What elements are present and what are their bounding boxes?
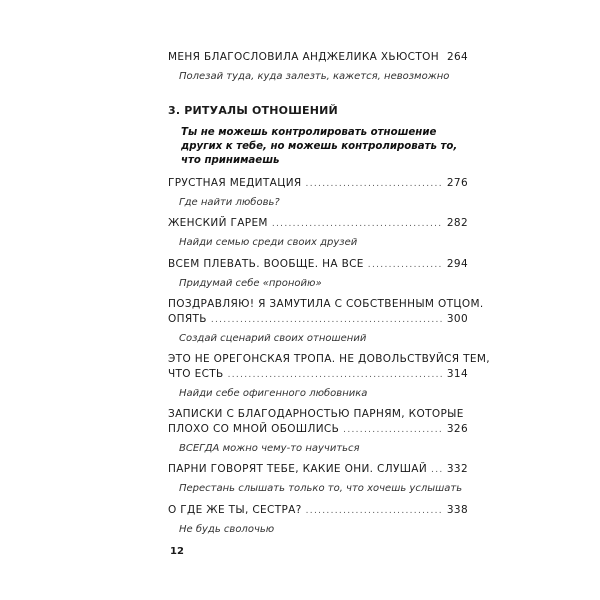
toc-entry-title: ГРУСТНАЯ МЕДИТАЦИЯ: [168, 177, 302, 189]
toc-entry-subtitle: Перестань слышать только то, что хочешь услышать: [179, 483, 463, 494]
toc-entry-title: ЗАПИСКИ С БЛАГОДАРНОСТЬЮ ПАРНЯМ, КОТОРЫЕ: [168, 408, 464, 420]
section-title: 3. РИТУАЛЫ ОТНОШЕНИЙ: [168, 104, 338, 117]
toc-entry-page: 282: [446, 217, 468, 229]
toc-entry-subtitle: Найди семью среди своих друзей: [179, 237, 358, 248]
toc-entry-title: ЖЕНСКИЙ ГАРЕМ: [168, 217, 268, 229]
epigraph-line: других к тебе, но можешь контролировать то,: [181, 141, 458, 152]
toc-entry-title: ЭТО НЕ ОРЕГОНСКАЯ ТРОПА. НЕ ДОВОЛЬСТВУЙСЯ ТЕМ,: [168, 353, 490, 365]
leader-dots: [211, 313, 443, 328]
toc-entry-title: ВСЕМ ПЛЕВАТЬ. ВООБЩЕ. НА ВСЕ: [168, 258, 364, 270]
toc-entry: [168, 216, 468, 249]
page-number: 12: [170, 546, 184, 557]
toc-entry-subtitle: Где найти любовь?: [179, 197, 280, 208]
toc-entry-title: МЕНЯ БЛАГОСЛОВИЛА АНДЖЕЛИКА ХЬЮСТОН: [168, 51, 439, 63]
leader-dots: [306, 177, 443, 192]
leader-dots: [368, 258, 443, 273]
leader-dots: [228, 368, 443, 383]
toc-entry: [168, 176, 468, 209]
toc-entry-page: 276: [446, 177, 468, 189]
toc-entry-subtitle: Найди себе офигенного любовника: [179, 388, 368, 399]
toc-entry: [168, 257, 468, 290]
toc-entry-page: 314: [446, 368, 468, 380]
section-heading: [168, 104, 468, 168]
toc-entry-page: 338: [446, 504, 468, 516]
toc-entry-subtitle: Создай сценарий своих отношений: [179, 333, 367, 344]
toc-entry: [168, 50, 468, 83]
toc-entry-subtitle: ВСЕГДА можно чему-то научиться: [179, 443, 360, 454]
toc-entry-subtitle: Не будь сволочью: [179, 524, 275, 535]
toc-entry-page: 326: [446, 423, 468, 435]
leader-dots: [431, 463, 443, 478]
leader-dots: [306, 504, 443, 519]
toc-entry-title-cont: ПЛОХО СО МНОЙ ОБОШЛИСЬ: [168, 423, 340, 435]
toc-entry-title: ПОЗДРАВЛЯЮ! Я ЗАМУТИЛА С СОБСТВЕННЫМ ОТЦОМ.: [168, 298, 484, 310]
section-epigraph: [181, 126, 468, 168]
toc-entry-page: 332: [446, 463, 468, 475]
toc-entry-page: 264: [446, 51, 469, 63]
toc-entry-page: 294: [446, 258, 468, 270]
toc-entry: [168, 503, 468, 536]
toc-entry-subtitle: Полезай туда, куда залезть, кажется, невозможно: [179, 71, 450, 82]
toc-entry-title-cont: ОПЯТЬ: [168, 313, 207, 325]
leader-dots: [272, 217, 443, 232]
toc-entry-subtitle: Придумай себе «пронойю»: [179, 278, 322, 289]
epigraph-line: Ты не можешь контролировать отношение: [181, 127, 437, 138]
leader-dots: [343, 423, 443, 438]
toc-entry: [168, 462, 468, 495]
toc-entry-title: ПАРНИ ГОВОРЯТ ТЕБЕ, КАКИЕ ОНИ. СЛУШАЙ: [168, 463, 428, 475]
toc-entry: [168, 297, 484, 345]
toc-entry: [168, 352, 490, 400]
toc-entry-title: О ГДЕ ЖЕ ТЫ, СЕСТРА?: [168, 504, 302, 516]
toc-entry-page: 300: [446, 313, 468, 325]
epigraph-line: что принимаешь: [181, 155, 280, 166]
toc-entry: [168, 407, 468, 455]
toc-entry-title-cont: ЧТО ЕСТЬ: [168, 368, 224, 380]
